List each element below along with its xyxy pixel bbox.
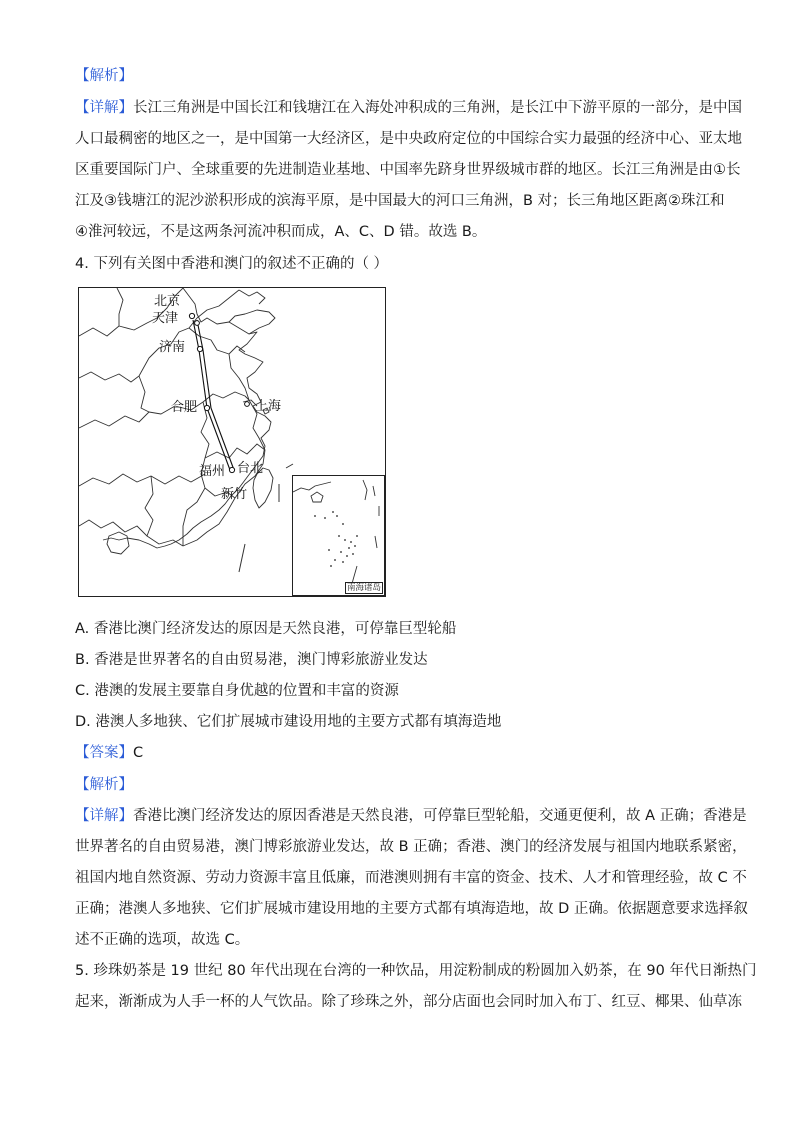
paragraph-line: 区重要国际门户、全球重要的先进制造业基地、中国率先跻身世界级城市群的地区。长江三角洲是由①长 — [75, 162, 741, 178]
option-d: D. 港澳人多地狭、它们扩展城市建设用地的主要方式都有填海造地 — [75, 714, 502, 730]
map-label-beijing: 北京 — [154, 294, 181, 309]
answer-value: C — [133, 745, 144, 761]
text: 长江三角洲是中国长江和钱塘江在入海处冲积成的三角洲，是长江中下游平原的一部分，是中国 — [133, 100, 742, 116]
option-b: B. 香港是世界著名的自由贸易港，澳门博彩旅游业发达 — [75, 652, 428, 668]
south-china-sea-inset — [292, 475, 385, 596]
paragraph-line — [75, 98, 742, 118]
paragraph-line: 江及③钱塘江的泥沙淤积形成的滨海平原，是中国最大的河口三角洲，B 对；长三角地区距离②珠江和 — [75, 193, 725, 209]
answer-tag: 【答案】 — [75, 745, 133, 761]
map-label-fuzhou: 福州 — [199, 464, 226, 479]
option-a: A. 香港比澳门经济发达的原因是天然良港，可停靠巨型轮船 — [75, 621, 457, 637]
paragraph-line: 人口最稠密的地区之一，是中国第一大经济区，是中央政府定位的中国综合实力最强的经济中心、亚太地 — [75, 131, 742, 147]
paragraph-line: ④淮河较远，不是这两条河流冲积而成，A、C、D 错。故选 B。 — [75, 224, 487, 240]
map-label-tianjin: 天津 — [152, 311, 179, 326]
paragraph-line — [75, 806, 747, 826]
analysis-tag-1: 【解析】 — [75, 68, 133, 84]
map-label-hefei: 合肥 — [171, 400, 198, 415]
paragraph-line: 正确；港澳人多地狭、它们扩展城市建设用地的主要方式都有填海造地，故 D 正确。依据题意要求选择叙 — [75, 901, 748, 917]
china-east-map — [78, 287, 386, 597]
question-5-line: 起来，渐渐成为人手一杯的人气饮品。除了珍珠之外，部分店面也会同时加入布丁、红豆、椰果、仙草冻 — [75, 994, 742, 1010]
paragraph-line: 述不正确的选项，故选 C。 — [75, 932, 250, 948]
map-label-shanghai: 上海 — [255, 399, 282, 414]
text: 香港比澳门经济发达的原因香港是天然良港，可停靠巨型轮船，交通更便利，故 A 正确；香港是 — [133, 808, 747, 824]
answer-line — [75, 743, 143, 763]
map-label-taipei: 台北 — [237, 461, 264, 476]
paragraph-line: 世界著名的自由贸易港，澳门博彩旅游业发达，故 B 正确；香港、澳门的经济发展与祖国内地联系紧密， — [75, 839, 747, 855]
detail-tag-1: 【详解】 — [75, 100, 133, 116]
map-label-hsinchu: 新竹 — [221, 487, 248, 502]
question-5-line: 5. 珍珠奶茶是 19 世纪 80 年代出现在台湾的一种饮品，用淀粉制成的粉圆加入奶茶，在 90 年代日渐热门 — [75, 963, 757, 979]
analysis-tag-2: 【解析】 — [75, 777, 133, 793]
option-c: C. 港澳的发展主要靠自身优越的位置和丰富的资源 — [75, 683, 399, 699]
inset-label-nanhai: 南海诸岛 — [346, 583, 381, 593]
inset-graphic — [293, 476, 384, 595]
paragraph-line: 祖国内地自然资源、劳动力资源丰富且低廉，而港澳则拥有丰富的资金、技术、人才和管理经验，故 C 不 — [75, 870, 747, 886]
detail-tag-2: 【详解】 — [75, 808, 133, 824]
map-label-jinan: 济南 — [159, 340, 186, 355]
question-4-stem: 4. 下列有关图中香港和澳门的叙述不正确的（ ） — [75, 256, 389, 272]
